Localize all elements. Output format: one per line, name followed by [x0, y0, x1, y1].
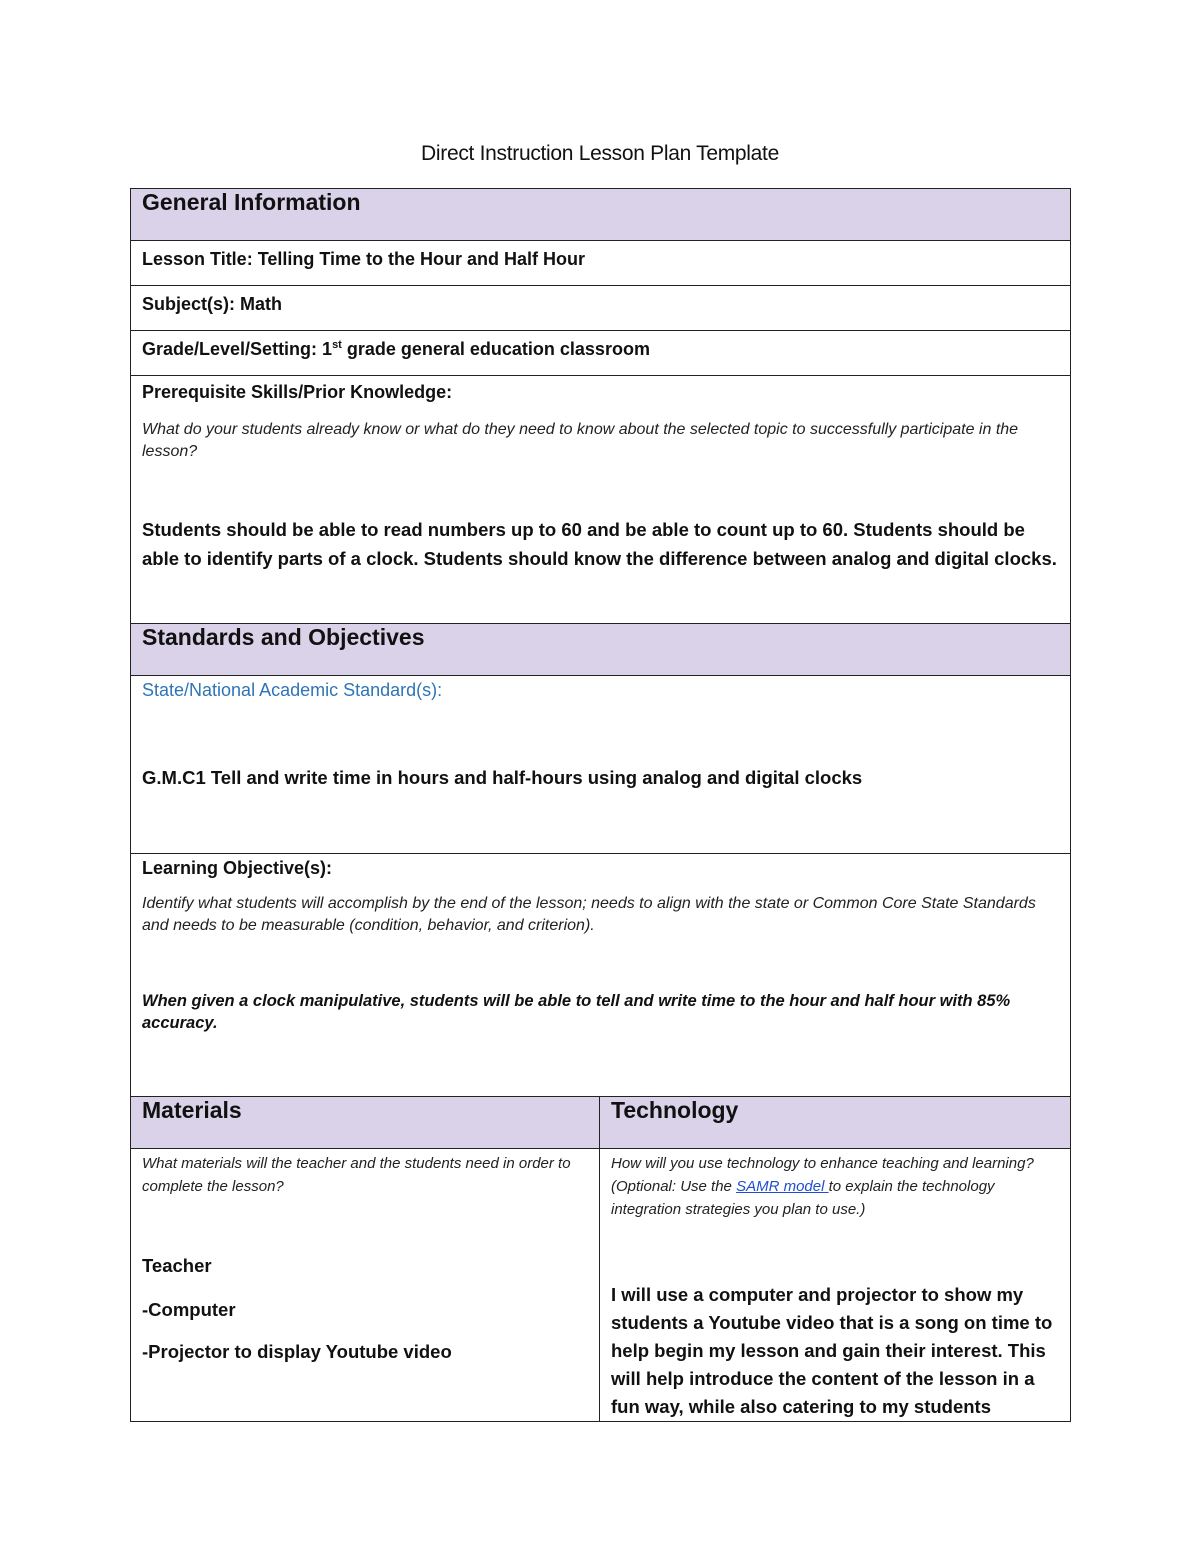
objective-row	[131, 854, 1071, 1097]
document-title: Direct Instruction Lesson Plan Template	[421, 142, 779, 165]
technology-cell	[600, 1149, 1071, 1422]
subjects-row	[131, 286, 1071, 331]
technology-prompt-end: to explain the technology integration strategies you plan to use.)	[611, 1178, 995, 1218]
grade-suffix: grade general education classroom	[341, 339, 650, 359]
samr-model-link[interactable]: SAMR model	[736, 1178, 829, 1195]
prerequisite-row	[131, 376, 1071, 624]
prerequisite-cell	[131, 376, 1071, 624]
objective-label: Learning Objective(s):	[142, 858, 333, 878]
prerequisite-label: Prerequisite Skills/Prior Knowledge:	[142, 382, 453, 402]
subjects: Subject(s): Math	[131, 286, 1071, 331]
grade-prefix: Grade/Level/Setting: 1	[142, 339, 333, 359]
technology-prompt	[611, 1152, 1059, 1221]
general-information-heading: General Information	[131, 189, 1071, 241]
grade-level-setting	[131, 331, 1071, 376]
objective-answer: When given a clock manipulative, students will be able to tell and write time to the hour and half hour with 85% accuracy.	[142, 992, 1011, 1032]
materials-item-projector: -Projector to display Youtube video	[142, 1341, 452, 1362]
lesson-plan-table	[130, 188, 1071, 1422]
materials-teacher-label: Teacher	[142, 1255, 212, 1276]
prerequisite-answer: Students should be able to read numbers up to 60 and be able to count up to 60. Students should be able to identify parts of a clock. Students should know the difference between analog and digital clocks.	[142, 519, 1057, 569]
materials-technology-row	[131, 1149, 1071, 1422]
materials-item-computer: -Computer	[142, 1299, 236, 1320]
materials-cell	[131, 1149, 600, 1422]
standard-cell	[131, 676, 1071, 854]
technology-heading: Technology	[600, 1097, 1071, 1149]
materials-technology-header-row	[131, 1097, 1071, 1149]
standard-row	[131, 676, 1071, 854]
materials-prompt: What materials will the teacher and the students need in order to complete the lesson?	[142, 1155, 571, 1195]
technology-answer: I will use a computer and projector to show my students a Youtube video that is a song on time to help begin my lesson and gain their interest. This will help introduce the content of the lesson in a fun way, while also catering to my students	[611, 1284, 1053, 1417]
objective-prompt: Identify what students will accomplish by the end of the lesson; needs to align with the state or Common Core State Standards and needs to be measurable (condition, behavior, and criterion).	[142, 895, 1036, 934]
grade-row	[131, 331, 1071, 376]
standard-label: State/National Academic Standard(s):	[142, 680, 443, 700]
objective-cell	[131, 854, 1071, 1097]
standard-answer: G.M.C1 Tell and write time in hours and half-hours using analog and digital clocks	[142, 767, 863, 788]
standards-objectives-header-row	[131, 624, 1071, 676]
general-information-header-row	[131, 189, 1071, 241]
grade-superscript: st	[332, 339, 342, 351]
prerequisite-prompt: What do your students already know or what do they need to know about the selected topic to successfully participate in the lesson?	[142, 421, 1019, 460]
lesson-title: Lesson Title: Telling Time to the Hour and Half Hour	[131, 241, 1071, 286]
technology-prompt-start: How will you use technology to enhance teaching and learning? (Optional: Use the	[611, 1155, 1034, 1195]
lesson-title-row	[131, 241, 1071, 286]
materials-heading: Materials	[131, 1097, 600, 1149]
standards-objectives-heading: Standards and Objectives	[131, 624, 1071, 676]
